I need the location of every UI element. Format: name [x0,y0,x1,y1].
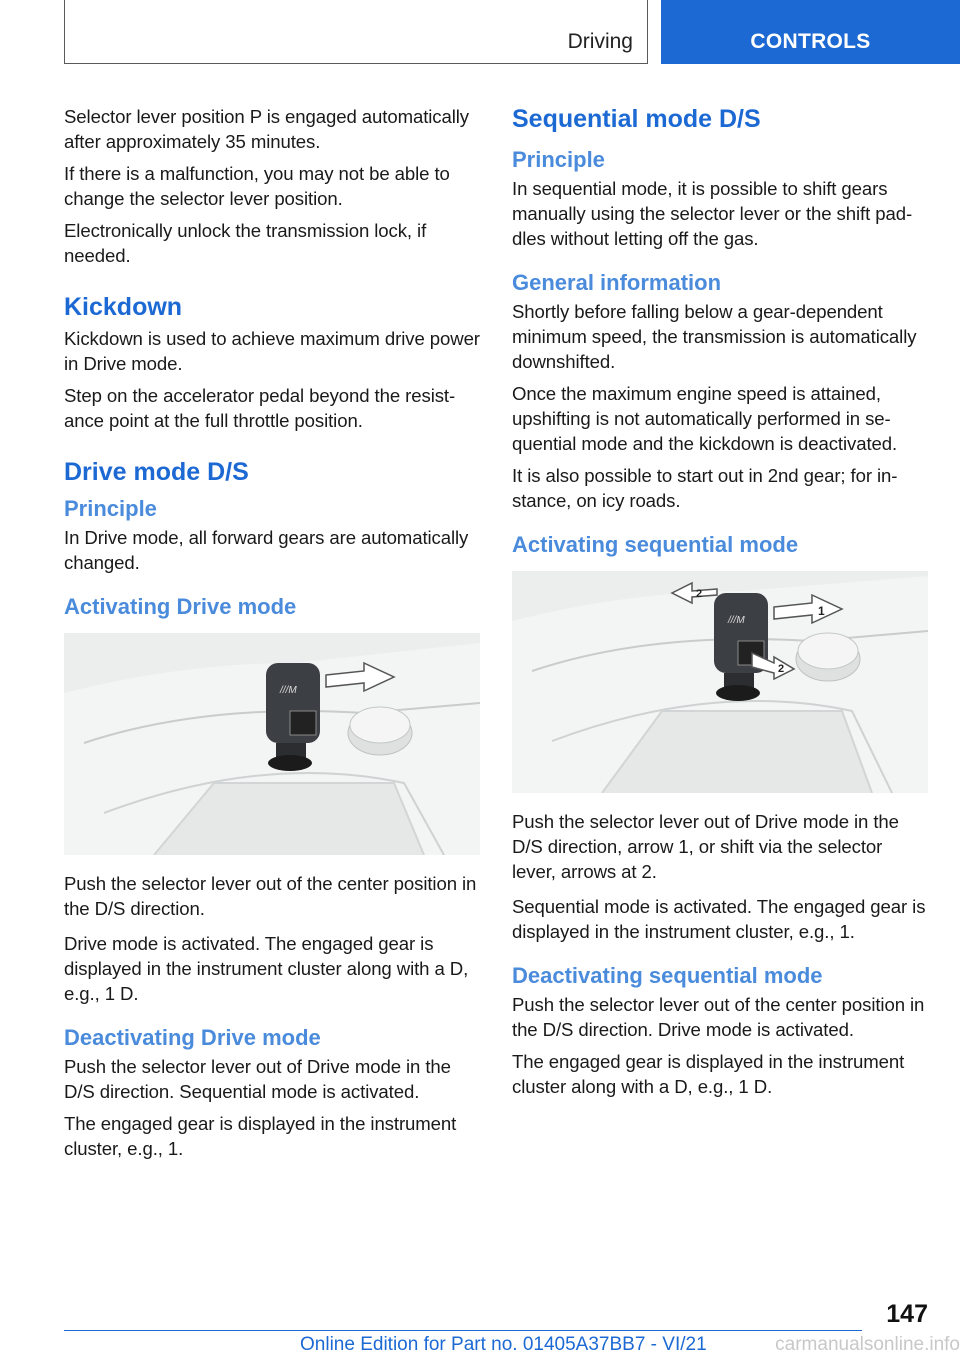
intro-paragraph: Electronically unlock the transmission lock, if needed. [64,220,427,266]
activating-seq-paragraph: Push the selector lever out of Drive mode in the D/S direction, arrow 1, or shift via the selector lever, arrows at 2. [512,811,899,882]
drive-mode-illustration [64,633,480,855]
activating-seq-heading: Activating sequential mode [512,532,799,557]
right-column [512,104,930,1106]
header-section-box [64,0,648,64]
watermark: carmanualsonline.info [775,1334,960,1355]
kickdown-heading: Kickdown [64,293,183,321]
footer-divider [64,1330,862,1331]
header-section: Driving [567,30,633,53]
seq-principle-paragraph: In sequential mode, it is possible to shift gears manually using the selector lever or the shift paddles without letting off the gas. [512,178,913,249]
drive-mode-heading: Drive mode D/S [64,458,249,486]
deactivating-seq-paragraph: The engaged gear is displayed in the instrument cluster along with a D, e.g., 1 D. [512,1051,905,1097]
general-info-paragraph: Once the maximum engine speed is attained, upshifting is not automatically performed in sequential mode and the kickdown is deactivated. [512,383,898,454]
general-info-heading: General information [512,270,722,295]
header-chapter-tab [661,0,960,64]
intro-paragraph: If there is a malfunction, you may not be able to change the selector lever position. [64,163,450,209]
kickdown-paragraph: Kickdown is used to achieve maximum drive power in Drive mode. [64,328,480,374]
general-info-paragraph: It is also possible to start out in 2nd gear; for instance, on icy roads. [512,465,898,511]
arrow-label-1: 1 [818,604,825,618]
edition-text: Online Edition for Part no. 01405A37BB7 - VI/21 [300,1334,707,1355]
seq-principle-heading: Principle [512,147,605,172]
drive-principle-heading: Principle [64,496,157,521]
activating-drive-heading: Activating Drive mode [64,594,297,619]
activating-seq-paragraph: Sequential mode is activated. The engaged gear is displayed in the instrument cluster, e.g., 1. [512,896,926,942]
m-logo-text: ///M [728,615,745,626]
m-logo-text: ///M [280,685,297,696]
deactivating-seq-paragraph: Push the selector lever out of the center position in the D/S direction. Drive mode is activated. [512,994,925,1040]
kickdown-paragraph: Step on the accelerator pedal beyond the resistance point at the full throttle position. [64,385,456,431]
arrow-label-2-lower: 2 [778,663,785,675]
sequential-mode-heading: Sequential mode D/S [512,105,761,133]
deactivating-drive-paragraph: Push the selector lever out of Drive mode in the D/S direction. Sequential mode is activated. [64,1056,451,1102]
page-number: 147 [886,1300,928,1328]
arrow-label-2-upper: 2 [696,588,703,600]
deactivating-drive-paragraph: The engaged gear is displayed in the instrument cluster, e.g., 1. [64,1113,457,1159]
sequential-mode-illustration [512,571,928,793]
intro-paragraph: Selector lever position P is engaged automatically after approximately 35 minutes. [64,106,469,152]
deactivating-drive-heading: Deactivating Drive mode [64,1025,321,1050]
drive-principle-paragraph: In Drive mode, all forward gears are automatically changed. [64,527,469,573]
general-info-paragraph: Shortly before falling below a gear-dependent minimum speed, the transmission is automatically downshifted. [512,301,917,372]
activating-drive-paragraph: Drive mode is activated. The engaged gear is displayed in the instrument cluster along with a D, e.g., 1 D. [64,933,469,1004]
activating-drive-paragraph: Push the selector lever out of the center position in the D/S direction. [64,873,477,919]
header-chapter: CONTROLS [750,30,871,53]
deactivating-seq-heading: Deactivating sequential mode [512,963,823,988]
left-column [64,104,480,1168]
